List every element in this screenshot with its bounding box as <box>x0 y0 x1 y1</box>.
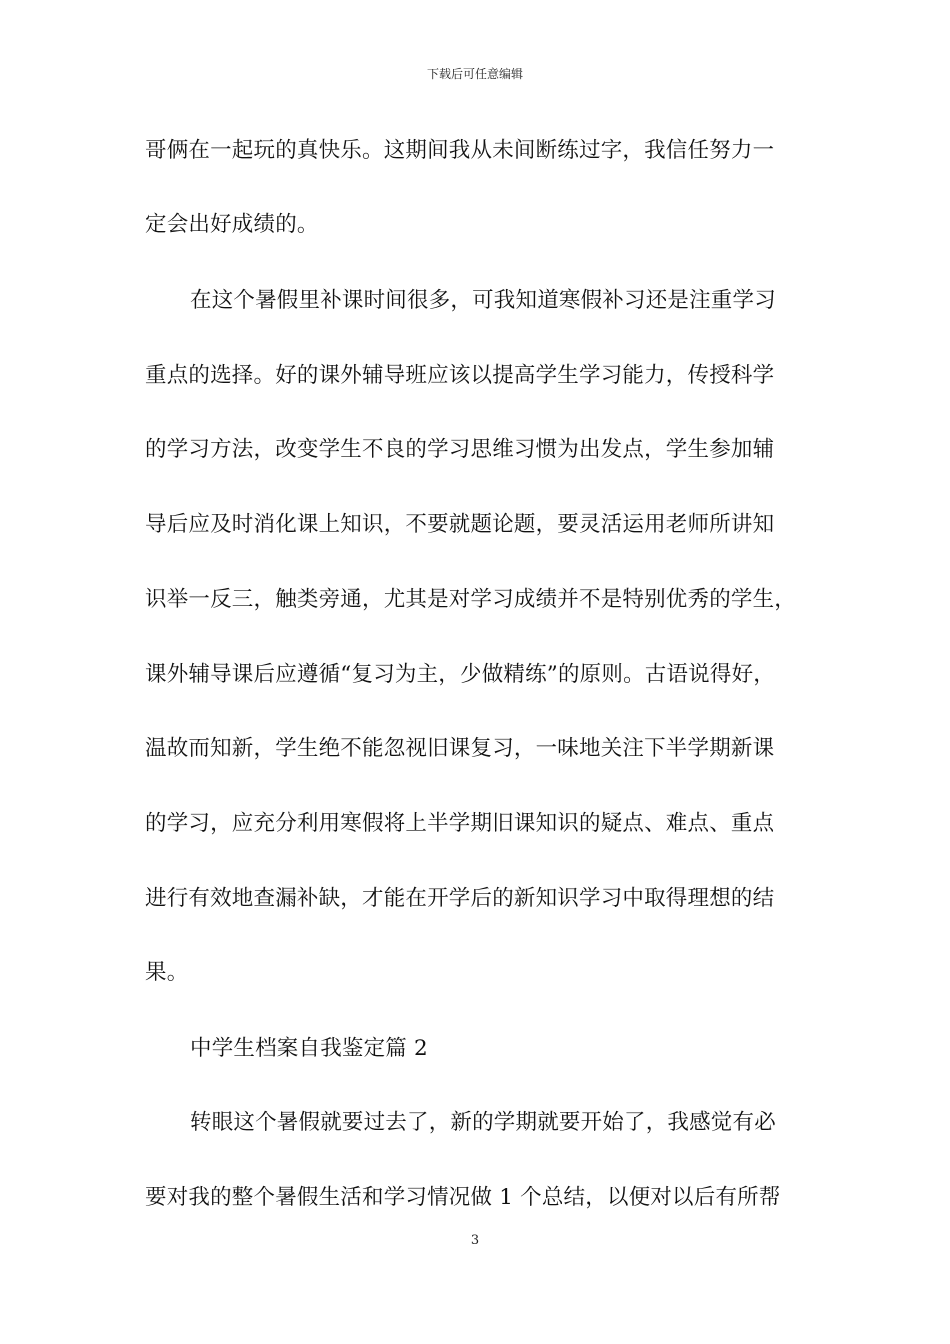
text-line: 温故而知新，学生绝不能忽视旧课复习，一味地关注下半学期新课 <box>145 736 775 761</box>
text-line: 果。 <box>145 960 189 985</box>
text-line: 转眼这个暑假就要过去了，新的学期就要开始了，我感觉有必 <box>190 1110 776 1135</box>
text-line: 重点的选择。好的课外辅导班应该以提高学生学习能力，传授科学 <box>145 363 775 388</box>
page-header: 下载后可任意编辑 <box>426 67 523 81</box>
text-line: 定会出好成绩的。 <box>145 212 319 237</box>
text-line: 的学习方法，改变学生不良的学习思维习惯为出发点，学生参加辅 <box>145 437 775 462</box>
text-line: 导后应及时消化课上知识，不要就题论题，要灵活运用老师所讲知 <box>145 512 775 537</box>
text-line: 识举一反三，触类旁通，尤其是对学习成绩并不是特别优秀的学生， <box>145 587 797 612</box>
page-number: 3 <box>470 1233 480 1248</box>
text-line: 课外辅导课后应遵循“复习为主，少做精练”的原则。古语说得好， <box>145 662 775 687</box>
text-line: 的学习，应充分利用寒假将上半学期旧课知识的疑点、难点、重点 <box>145 811 775 836</box>
text-line: 进行有效地查漏补缺，才能在开学后的新知识学习中取得理想的结 <box>145 886 775 911</box>
text-line: 在这个暑假里补课时间很多，可我知道寒假补习还是注重学习 <box>190 288 776 313</box>
section-heading: 中学生档案自我鉴定篇 2 <box>190 1036 428 1061</box>
text-line: 哥俩在一起玩的真快乐。这期间我从未间断练过字，我信任努力一 <box>145 138 775 163</box>
text-line: 要对我的整个暑假生活和学习情况做 1 个总结，以便对以后有所帮 <box>145 1185 781 1210</box>
